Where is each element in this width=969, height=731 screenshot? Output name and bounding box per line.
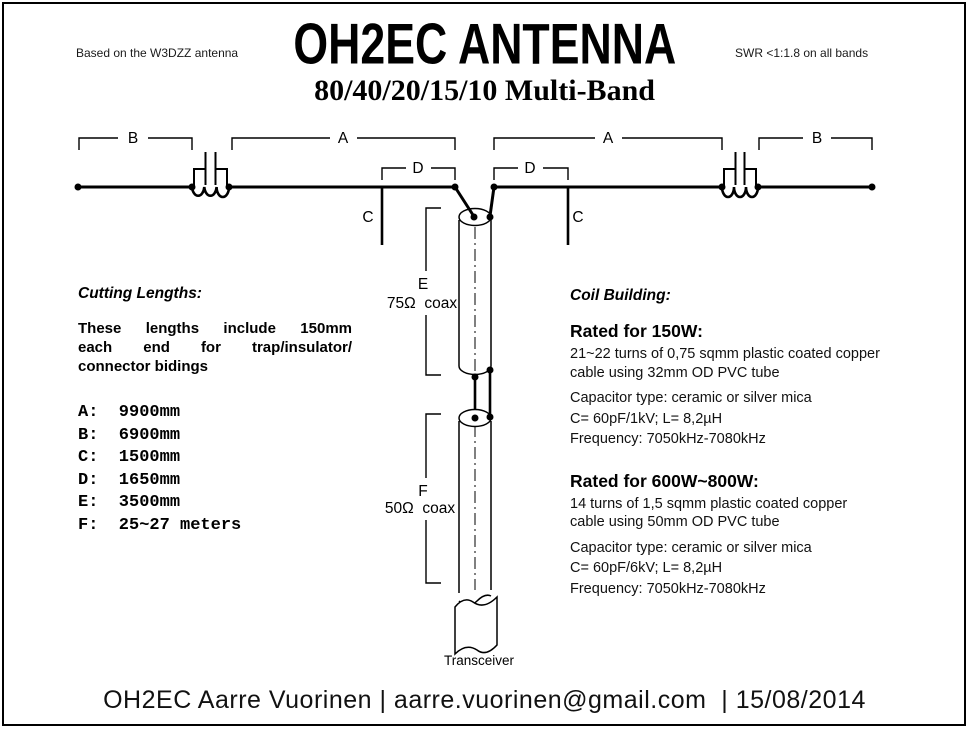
coil-spec-title: Rated for 150W: — [570, 321, 703, 341]
length-item: A: 9900mm — [78, 403, 181, 422]
coil-spec-600w — [570, 471, 952, 600]
cutting-note-line: connector bidings — [78, 358, 209, 375]
length-item: C: 1500mm — [78, 448, 181, 467]
bracket-e — [426, 208, 441, 375]
coil-building-section — [570, 286, 952, 599]
page-title: OH2EC ANTENNA — [293, 13, 676, 77]
label-f: F — [418, 483, 428, 500]
trap-capacitor-right — [724, 152, 756, 186]
footer-contact-line: OH2EC Aarre Vuorinen | aarre.vuorinen@gmail.com | 15/08/2014 — [103, 686, 866, 714]
trap-coil-right — [722, 187, 758, 197]
length-item: E: 3500mm — [78, 493, 181, 512]
coil-spec-frequency: Frequency: 7050kHz-7080kHz — [570, 580, 766, 597]
cutting-note-line: each end for trap/insulator/ — [78, 339, 352, 356]
trap-coil-left — [192, 187, 229, 197]
label-coax-75: 75Ω coax — [386, 295, 458, 312]
cutting-lengths-section — [78, 284, 352, 537]
page-subtitle: 80/40/20/15/10 Multi-Band — [314, 74, 655, 107]
label-transceiver: Transceiver — [443, 653, 515, 668]
label-a-left: A — [337, 130, 349, 147]
length-item: F: 25~27 meters — [78, 515, 242, 535]
coil-spec-values: C= 60pF/1kV; L= 8,2µH — [570, 410, 723, 427]
coil-spec-150w — [570, 321, 952, 450]
cutting-lengths-heading: Cutting Lengths: — [78, 285, 202, 302]
trap-capacitor-left — [194, 152, 227, 186]
coil-spec-capacitor: Capacitor type: ceramic or silver mica — [570, 390, 812, 406]
header-left-note: Based on the W3DZZ antenna — [76, 46, 239, 60]
coil-spec-frequency: Frequency: 7050kHz-7080kHz — [570, 431, 766, 447]
coil-spec-values: C= 60pF/6kV; L= 8,2µH — [570, 560, 723, 576]
cutting-note-line: These lengths include 150mm — [78, 320, 352, 337]
feed-wire-right — [490, 187, 494, 216]
coax50-break-piece — [455, 597, 497, 654]
coil-spec-capacitor: Capacitor type: ceramic or silver mica — [570, 539, 812, 556]
label-a-right: A — [602, 130, 614, 147]
coil-spec-desc-line: 14 turns of 1,5 sqmm plastic coated copper — [570, 495, 848, 512]
coil-spec-desc-line: 21~22 turns of 0,75 sqmm plastic coated copper — [570, 346, 880, 362]
label-c-right: C — [572, 209, 584, 226]
coil-spec-desc-line: cable using 50mm OD PVC tube — [570, 514, 780, 530]
label-e: E — [417, 276, 429, 293]
coil-spec-desc-line: cable using 32mm OD PVC tube — [570, 364, 780, 381]
length-item: B: 6900mm — [78, 425, 181, 445]
label-coax-50: 50Ω coax — [384, 500, 456, 517]
coil-building-heading: Coil Building: — [570, 287, 671, 304]
length-item: D: 1650mm — [78, 470, 181, 490]
label-b-left: B — [127, 130, 139, 147]
label-d-left: D — [412, 160, 424, 177]
label-b-right: B — [811, 130, 823, 147]
label-d-right: D — [524, 160, 536, 177]
coil-spec-title: Rated for 600W~800W: — [570, 470, 759, 491]
length-list — [78, 402, 352, 537]
label-c-left: C — [362, 209, 374, 226]
header-right-note: SWR <1:1.8 on all bands — [735, 46, 869, 60]
bracket-f — [426, 414, 441, 583]
